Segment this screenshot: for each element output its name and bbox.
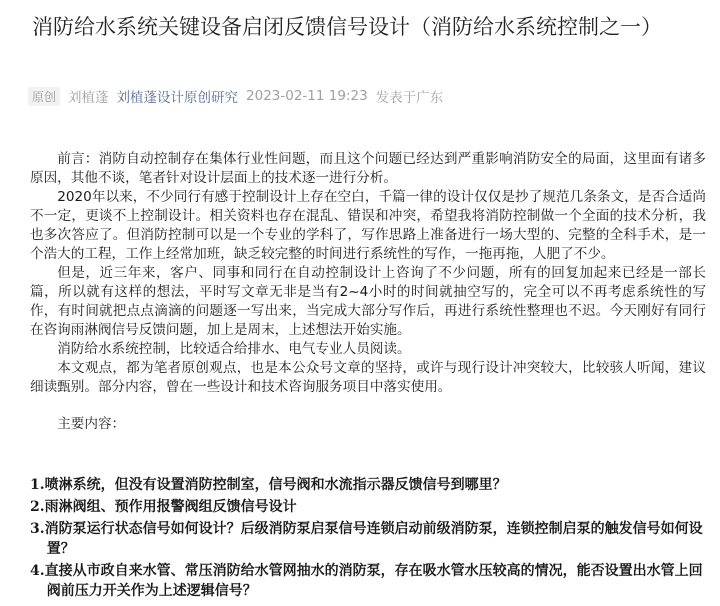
article-body xyxy=(30,150,706,434)
topic-item: 2.雨淋阀组、预作用报警阀组反馈信号设计 xyxy=(30,499,297,515)
paragraph-disclaimer: 本文观点，都为笔者原创观点，也是本公众号文章的坚持，或许与现行设计冲突较大，比较骇人听闻，建议细读甄别。部分内容，曾在一些设计和技术咨询服务项目中落实使用。 xyxy=(30,360,706,395)
paragraph-background: 2020年以来，不少同行有感于控制设计上存在空白，千篇一律的设计仅仅是抄了规范几条条文，是否合适尚不一定，更谈不上控制设计。相关资料也存在混乱、错误和冲突，希望我将消防控制做一个全面的技术分析，我也多次答应了。但消防控制可以是一个专业的学科了，写作思路上准备进行一场大型的、完整的全科手术，是一个浩大的工程，工作上经常加班，缺乏较完整的时间进行系统性的写作，一拖再拖，人肥了不少。 xyxy=(30,189,706,262)
article-title: 消防给水系统关键设备启闭反馈信号设计（消防给水系统控制之一） xyxy=(32,15,662,39)
original-badge: 原创 xyxy=(28,87,60,106)
publish-location: 发表于广东 xyxy=(375,90,444,106)
paragraph-preface: 前言：消防自动控制存在集体行业性问题，而且这个问题已经达到严重影响消防安全的局面，这里面有诸多原因，其他不谈，笔者针对设计层面上的技术逐一进行分析。 xyxy=(30,151,706,186)
topic-item: 4.直接从市政自来水管、常压消防给水管网抽水的消防泵，存在吸水管水压较高的情况，能否设置出水管上回阀前压力开关作为上述逻辑信号？ xyxy=(30,563,703,599)
topics-list xyxy=(30,475,706,603)
paragraph-motivation: 但是，近三年来，客户、同事和同行在自动控制设计上咨询了不少问题，所有的回复加起来已经是一部长篇，所以就有这样的想法，平时写文章无非是当有2~4小时的时间就抽空写的，完全可以不再考虑系统性的写作，有时间就把点点滴滴的问题逐一写出来，当完成大部分写作后，再进行系统性整理也不迟。今天刚好有同行在咨询雨淋阀信号反馈问题，加上是周末，上述想法开始实施。 xyxy=(30,265,706,338)
topic-item: 1.喷淋系统，但没有设置消防控制室，信号阀和水流指示器反馈信号到哪里？ xyxy=(30,477,507,493)
topics-heading: 主要内容： xyxy=(57,416,126,432)
publish-datetime: 2023-02-11 19:23 xyxy=(246,88,368,104)
account-link[interactable]: 刘植蓬设计原创研究 xyxy=(116,90,239,106)
topic-item: 3.消防泵运行状态信号如何设计？后级消防泵启泵信号连锁启动前级消防泵，连锁控制启泵的触发信号如何设置？ xyxy=(30,521,703,557)
spacer xyxy=(30,397,706,415)
author-name[interactable]: 刘植蓬 xyxy=(68,90,109,106)
article-meta xyxy=(28,86,443,106)
paragraph-audience: 消防给水系统控制，比较适合给排水、电气专业人员阅读。 xyxy=(57,341,411,357)
